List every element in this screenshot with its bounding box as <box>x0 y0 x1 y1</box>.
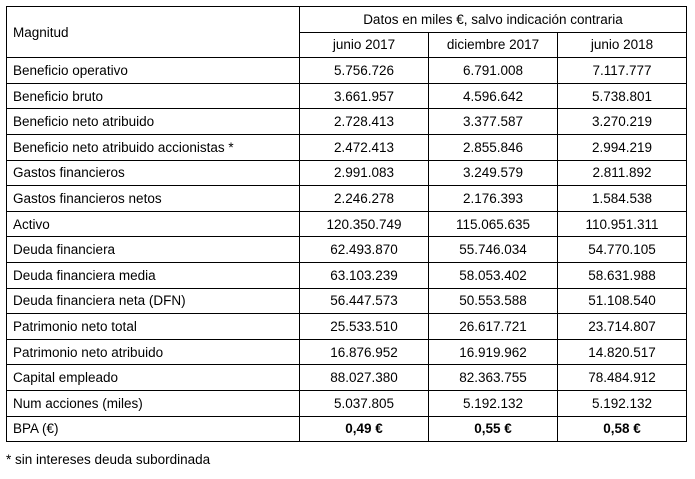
table-row <box>7 262 687 288</box>
table-row <box>7 314 687 340</box>
row-label: Beneficio operativo <box>7 58 300 84</box>
table-row <box>7 134 687 160</box>
row-label: Deuda financiera neta (DFN) <box>7 288 300 314</box>
table-cell: 16.919.962 <box>429 339 558 365</box>
row-label: Gastos financieros netos <box>7 186 300 212</box>
table-row <box>7 365 687 391</box>
table-cell: 14.820.517 <box>558 339 687 365</box>
table-cell: 115.065.635 <box>429 211 558 237</box>
table-cell: 2.994.219 <box>558 134 687 160</box>
table-cell: 16.876.952 <box>300 339 429 365</box>
table-cell: 2.855.846 <box>429 134 558 160</box>
row-label: Beneficio bruto <box>7 83 300 109</box>
table-cell: 5.756.726 <box>300 58 429 84</box>
table-cell: 0,49 € <box>300 416 429 442</box>
table-cell: 2.472.413 <box>300 134 429 160</box>
table-body <box>7 58 687 442</box>
table-cell: 5.738.801 <box>558 83 687 109</box>
financial-table-container <box>6 6 687 442</box>
table-cell: 88.027.380 <box>300 365 429 391</box>
table-row <box>7 390 687 416</box>
table-cell: 51.108.540 <box>558 288 687 314</box>
row-label: Activo <box>7 211 300 237</box>
financial-table <box>6 6 687 442</box>
column-header: junio 2018 <box>558 32 687 58</box>
row-label: Beneficio neto atribuido accionistas * <box>7 134 300 160</box>
table-cell: 55.746.034 <box>429 237 558 263</box>
table-cell: 2.991.083 <box>300 160 429 186</box>
header-magnitud: Magnitud <box>7 7 300 58</box>
table-row <box>7 186 687 212</box>
table-cell: 54.770.105 <box>558 237 687 263</box>
table-row <box>7 160 687 186</box>
row-label: Gastos financieros <box>7 160 300 186</box>
table-cell: 58.631.988 <box>558 262 687 288</box>
table-cell: 2.728.413 <box>300 109 429 135</box>
table-cell: 3.270.219 <box>558 109 687 135</box>
table-cell: 3.661.957 <box>300 83 429 109</box>
table-cell: 4.596.642 <box>429 83 558 109</box>
table-row <box>7 211 687 237</box>
header-group: Datos en miles €, salvo indicación contraria <box>300 7 687 33</box>
table-cell: 78.484.912 <box>558 365 687 391</box>
table-cell: 2.811.892 <box>558 160 687 186</box>
table-row <box>7 237 687 263</box>
table-cell: 3.249.579 <box>429 160 558 186</box>
table-cell: 5.037.805 <box>300 390 429 416</box>
footnote: * sin intereses deuda subordinada <box>6 452 211 467</box>
table-cell: 120.350.749 <box>300 211 429 237</box>
table-cell: 25.533.510 <box>300 314 429 340</box>
table-row <box>7 288 687 314</box>
row-label: BPA (€) <box>7 416 300 442</box>
table-cell: 0,58 € <box>558 416 687 442</box>
table-cell: 63.103.239 <box>300 262 429 288</box>
table-row <box>7 339 687 365</box>
table-header-row <box>7 7 687 33</box>
table-cell: 26.617.721 <box>429 314 558 340</box>
row-label: Deuda financiera <box>7 237 300 263</box>
table-cell: 2.246.278 <box>300 186 429 212</box>
table-cell: 82.363.755 <box>429 365 558 391</box>
table-row <box>7 109 687 135</box>
table-cell: 23.714.807 <box>558 314 687 340</box>
column-header: junio 2017 <box>300 32 429 58</box>
table-cell: 58.053.402 <box>429 262 558 288</box>
table-cell: 7.117.777 <box>558 58 687 84</box>
row-label: Beneficio neto atribuido <box>7 109 300 135</box>
table-cell: 2.176.393 <box>429 186 558 212</box>
table-cell: 5.192.132 <box>429 390 558 416</box>
table-cell: 50.553.588 <box>429 288 558 314</box>
table-cell: 6.791.008 <box>429 58 558 84</box>
table-row <box>7 416 687 442</box>
table-row <box>7 83 687 109</box>
row-label: Deuda financiera media <box>7 262 300 288</box>
table-cell: 110.951.311 <box>558 211 687 237</box>
table-cell: 62.493.870 <box>300 237 429 263</box>
row-label: Patrimonio neto total <box>7 314 300 340</box>
row-label: Patrimonio neto atribuido <box>7 339 300 365</box>
row-label: Num acciones (miles) <box>7 390 300 416</box>
table-cell: 0,55 € <box>429 416 558 442</box>
table-cell: 1.584.538 <box>558 186 687 212</box>
table-row <box>7 58 687 84</box>
table-cell: 3.377.587 <box>429 109 558 135</box>
table-cell: 56.447.573 <box>300 288 429 314</box>
table-cell: 5.192.132 <box>558 390 687 416</box>
column-header: diciembre 2017 <box>429 32 558 58</box>
row-label: Capital empleado <box>7 365 300 391</box>
